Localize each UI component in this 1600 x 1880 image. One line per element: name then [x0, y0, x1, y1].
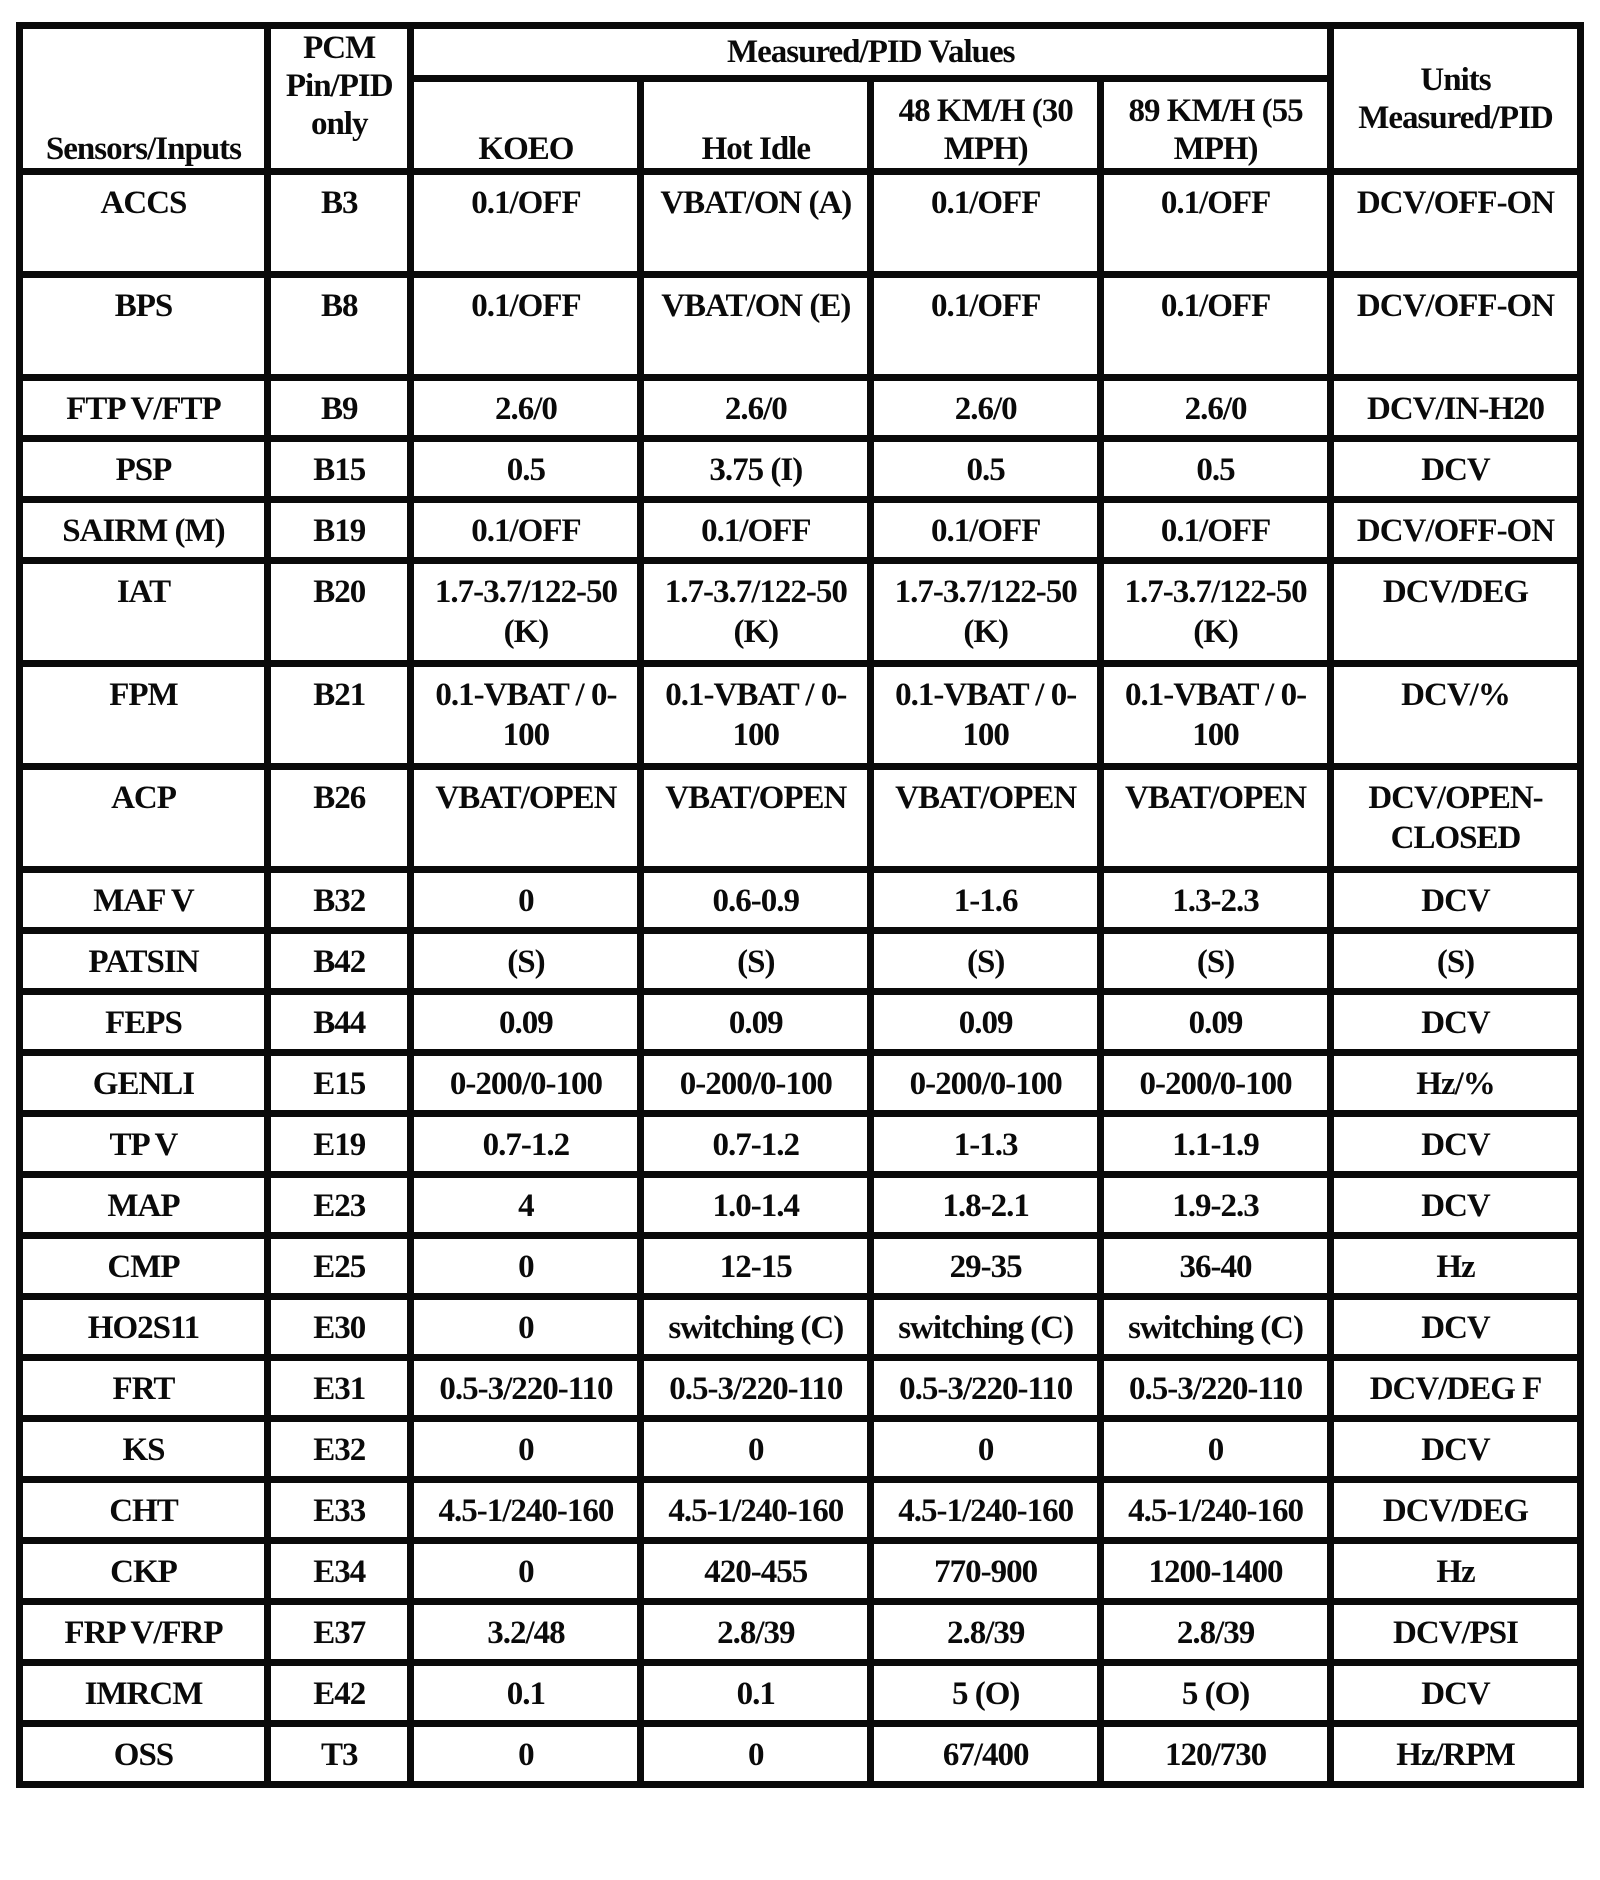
cell-koeo: 0	[414, 1300, 637, 1354]
cell-koeo: 0-200/0-100	[414, 1056, 637, 1110]
table-row	[23, 564, 1577, 660]
cell-hot-idle: switching (C)	[644, 1300, 867, 1354]
table-row	[23, 1239, 1577, 1293]
pid-reference-sheet	[16, 22, 1584, 1788]
cell-48-kmh: 2.6/0	[874, 381, 1097, 435]
cell-sensor: CMP	[23, 1239, 264, 1293]
cell-units: DCV/OPEN-CLOSED	[1334, 770, 1577, 866]
cell-hot-idle: 0.5-3/220-110	[644, 1361, 867, 1415]
cell-48-kmh: 1-1.3	[874, 1117, 1097, 1171]
cell-89-kmh: 0.1-VBAT / 0-100	[1104, 667, 1327, 763]
cell-pin: B9	[271, 381, 408, 435]
cell-hot-idle: (S)	[644, 934, 867, 988]
cell-hot-idle: VBAT/ON (E)	[644, 278, 867, 374]
table-row	[23, 442, 1577, 496]
header-units	[1334, 29, 1577, 168]
cell-89-kmh: 2.8/39	[1104, 1605, 1327, 1659]
cell-units: DCV	[1334, 1422, 1577, 1476]
cell-48-kmh: 0.1/OFF	[874, 503, 1097, 557]
cell-hot-idle: VBAT/OPEN	[644, 770, 867, 866]
cell-sensor: KS	[23, 1422, 264, 1476]
cell-sensor: FRP V/FRP	[23, 1605, 264, 1659]
cell-sensor: BPS	[23, 278, 264, 374]
cell-units: DCV/%	[1334, 667, 1577, 763]
cell-koeo: 0.1/OFF	[414, 278, 637, 374]
cell-pin: E15	[271, 1056, 408, 1110]
header-row-top	[23, 29, 1577, 75]
cell-units: DCV/OFF-ON	[1334, 175, 1577, 271]
cell-hot-idle: 12-15	[644, 1239, 867, 1293]
cell-hot-idle: 2.8/39	[644, 1605, 867, 1659]
cell-89-kmh: 0.1/OFF	[1104, 175, 1327, 271]
cell-hot-idle: 4.5-1/240-160	[644, 1483, 867, 1537]
header-sensors-inputs: Sensors/Inputs	[23, 29, 264, 168]
cell-pin: B26	[271, 770, 408, 866]
cell-pin: T3	[271, 1727, 408, 1781]
cell-hot-idle: 0.1/OFF	[644, 503, 867, 557]
table-row	[23, 1666, 1577, 1720]
cell-koeo: (S)	[414, 934, 637, 988]
cell-koeo: 0	[414, 1239, 637, 1293]
cell-units: Hz	[1334, 1544, 1577, 1598]
cell-sensor: CKP	[23, 1544, 264, 1598]
cell-koeo: 3.2/48	[414, 1605, 637, 1659]
table-body	[23, 175, 1577, 1781]
table-row	[23, 1056, 1577, 1110]
header-pcm-pin-line2: Pin/PID	[285, 68, 393, 104]
cell-koeo: 0.1-VBAT / 0-100	[414, 667, 637, 763]
cell-48-kmh: switching (C)	[874, 1300, 1097, 1354]
cell-48-kmh: 0.09	[874, 995, 1097, 1049]
cell-48-kmh: 0.5-3/220-110	[874, 1361, 1097, 1415]
pid-values-table	[16, 22, 1584, 1788]
cell-koeo: 0	[414, 1544, 637, 1598]
cell-units: DCV/DEG F	[1334, 1361, 1577, 1415]
cell-units: DCV/PSI	[1334, 1605, 1577, 1659]
cell-sensor: ACP	[23, 770, 264, 866]
header-units-line1: Units	[1420, 61, 1491, 98]
cell-pin: B3	[271, 175, 408, 271]
cell-89-kmh: VBAT/OPEN	[1104, 770, 1327, 866]
table-row	[23, 1117, 1577, 1171]
cell-pin: E42	[271, 1666, 408, 1720]
cell-89-kmh: 0	[1104, 1422, 1327, 1476]
table-row	[23, 503, 1577, 557]
cell-89-kmh: 4.5-1/240-160	[1104, 1483, 1327, 1537]
cell-pin: E33	[271, 1483, 408, 1537]
cell-koeo: 0	[414, 1422, 637, 1476]
header-measured-pid-values: Measured/PID Values	[414, 29, 1327, 75]
cell-hot-idle: 3.75 (I)	[644, 442, 867, 496]
cell-pin: E30	[271, 1300, 408, 1354]
cell-89-kmh: 5 (O)	[1104, 1666, 1327, 1720]
cell-koeo: 0.1/OFF	[414, 175, 637, 271]
table-row	[23, 770, 1577, 866]
cell-sensor: HO2S11	[23, 1300, 264, 1354]
cell-89-kmh: 0.1/OFF	[1104, 278, 1327, 374]
cell-hot-idle: 2.6/0	[644, 381, 867, 435]
cell-48-kmh: 0.1/OFF	[874, 175, 1097, 271]
cell-pin: E37	[271, 1605, 408, 1659]
cell-koeo: 2.6/0	[414, 381, 637, 435]
cell-units: (S)	[1334, 934, 1577, 988]
cell-hot-idle: 420-455	[644, 1544, 867, 1598]
cell-hot-idle: 1.7-3.7/122-50 (K)	[644, 564, 867, 660]
cell-hot-idle: 0.09	[644, 995, 867, 1049]
cell-48-kmh: (S)	[874, 934, 1097, 988]
cell-sensor: SAIRM (M)	[23, 503, 264, 557]
cell-units: Hz	[1334, 1239, 1577, 1293]
cell-48-kmh: 5 (O)	[874, 1666, 1097, 1720]
cell-89-kmh: switching (C)	[1104, 1300, 1327, 1354]
cell-units: Hz/RPM	[1334, 1727, 1577, 1781]
table-row	[23, 667, 1577, 763]
cell-89-kmh: 1.1-1.9	[1104, 1117, 1327, 1171]
cell-koeo: 0.5-3/220-110	[414, 1361, 637, 1415]
cell-sensor: TP V	[23, 1117, 264, 1171]
cell-48-kmh: 2.8/39	[874, 1605, 1097, 1659]
cell-pin: B21	[271, 667, 408, 763]
header-89-kmh: 89 KM/H (55 MPH)	[1104, 82, 1327, 168]
cell-units: DCV	[1334, 1178, 1577, 1232]
table-row	[23, 995, 1577, 1049]
cell-koeo: 4.5-1/240-160	[414, 1483, 637, 1537]
table-row	[23, 1727, 1577, 1781]
cell-units: DCV	[1334, 873, 1577, 927]
cell-48-kmh: 67/400	[874, 1727, 1097, 1781]
cell-koeo: 0.1/OFF	[414, 503, 637, 557]
header-pcm-pin-line1: PCM	[303, 30, 376, 66]
cell-pin: E19	[271, 1117, 408, 1171]
cell-hot-idle: 0	[644, 1727, 867, 1781]
cell-units: DCV	[1334, 442, 1577, 496]
cell-48-kmh: 0	[874, 1422, 1097, 1476]
table-row	[23, 873, 1577, 927]
cell-sensor: MAF V	[23, 873, 264, 927]
table-row	[23, 381, 1577, 435]
cell-koeo: 0	[414, 1727, 637, 1781]
cell-units: DCV	[1334, 1117, 1577, 1171]
cell-sensor: MAP	[23, 1178, 264, 1232]
cell-89-kmh: 1.9-2.3	[1104, 1178, 1327, 1232]
cell-sensor: IAT	[23, 564, 264, 660]
cell-pin: E31	[271, 1361, 408, 1415]
header-hot-idle: Hot Idle	[644, 82, 867, 168]
cell-89-kmh: (S)	[1104, 934, 1327, 988]
cell-pin: E34	[271, 1544, 408, 1598]
cell-units: DCV	[1334, 1666, 1577, 1720]
cell-sensor: FRT	[23, 1361, 264, 1415]
cell-pin: B15	[271, 442, 408, 496]
cell-sensor: OSS	[23, 1727, 264, 1781]
header-48-kmh: 48 KM/H (30 MPH)	[874, 82, 1097, 168]
cell-48-kmh: 1.7-3.7/122-50 (K)	[874, 564, 1097, 660]
cell-48-kmh: 4.5-1/240-160	[874, 1483, 1097, 1537]
cell-sensor: CHT	[23, 1483, 264, 1537]
cell-sensor: IMRCM	[23, 1666, 264, 1720]
cell-units: DCV/OFF-ON	[1334, 503, 1577, 557]
cell-89-kmh: 0.5	[1104, 442, 1327, 496]
table-row	[23, 175, 1577, 271]
header-units-line2: Measured/PID	[1358, 99, 1553, 136]
cell-sensor: FTP V/FTP	[23, 381, 264, 435]
cell-units: DCV	[1334, 995, 1577, 1049]
cell-koeo: VBAT/OPEN	[414, 770, 637, 866]
cell-sensor: FPM	[23, 667, 264, 763]
cell-koeo: 0.7-1.2	[414, 1117, 637, 1171]
cell-pin: E32	[271, 1422, 408, 1476]
cell-48-kmh: 770-900	[874, 1544, 1097, 1598]
cell-koeo: 0.1	[414, 1666, 637, 1720]
cell-units: DCV/IN-H20	[1334, 381, 1577, 435]
cell-48-kmh: 29-35	[874, 1239, 1097, 1293]
cell-units: DCV	[1334, 1300, 1577, 1354]
cell-pin: E23	[271, 1178, 408, 1232]
cell-48-kmh: 0.1-VBAT / 0-100	[874, 667, 1097, 763]
table-row	[23, 278, 1577, 374]
cell-89-kmh: 1.3-2.3	[1104, 873, 1327, 927]
cell-sensor: PSP	[23, 442, 264, 496]
cell-koeo: 4	[414, 1178, 637, 1232]
cell-89-kmh: 36-40	[1104, 1239, 1327, 1293]
cell-89-kmh: 1200-1400	[1104, 1544, 1327, 1598]
cell-sensor: PATSIN	[23, 934, 264, 988]
table-row	[23, 1422, 1577, 1476]
cell-48-kmh: 1-1.6	[874, 873, 1097, 927]
cell-koeo: 0.09	[414, 995, 637, 1049]
cell-89-kmh: 120/730	[1104, 1727, 1327, 1781]
cell-hot-idle: 1.0-1.4	[644, 1178, 867, 1232]
cell-pin: B32	[271, 873, 408, 927]
cell-units: Hz/%	[1334, 1056, 1577, 1110]
cell-pin: B44	[271, 995, 408, 1049]
cell-hot-idle: VBAT/ON (A)	[644, 175, 867, 271]
cell-89-kmh: 0.5-3/220-110	[1104, 1361, 1327, 1415]
cell-89-kmh: 1.7-3.7/122-50 (K)	[1104, 564, 1327, 660]
cell-sensor: ACCS	[23, 175, 264, 271]
header-koeo: KOEO	[414, 82, 637, 168]
cell-hot-idle: 0.7-1.2	[644, 1117, 867, 1171]
cell-48-kmh: 1.8-2.1	[874, 1178, 1097, 1232]
cell-hot-idle: 0-200/0-100	[644, 1056, 867, 1110]
cell-48-kmh: VBAT/OPEN	[874, 770, 1097, 866]
cell-sensor: FEPS	[23, 995, 264, 1049]
cell-pin: B8	[271, 278, 408, 374]
cell-pin: B42	[271, 934, 408, 988]
table-row	[23, 1300, 1577, 1354]
cell-koeo: 0.5	[414, 442, 637, 496]
table-row	[23, 1361, 1577, 1415]
cell-koeo: 0	[414, 873, 637, 927]
cell-sensor: GENLI	[23, 1056, 264, 1110]
cell-pin: B19	[271, 503, 408, 557]
cell-hot-idle: 0.1-VBAT / 0-100	[644, 667, 867, 763]
cell-pin: B20	[271, 564, 408, 660]
cell-48-kmh: 0.1/OFF	[874, 278, 1097, 374]
cell-units: DCV/OFF-ON	[1334, 278, 1577, 374]
cell-hot-idle: 0.6-0.9	[644, 873, 867, 927]
cell-hot-idle: 0	[644, 1422, 867, 1476]
cell-48-kmh: 0-200/0-100	[874, 1056, 1097, 1110]
cell-89-kmh: 2.6/0	[1104, 381, 1327, 435]
cell-koeo: 1.7-3.7/122-50 (K)	[414, 564, 637, 660]
cell-hot-idle: 0.1	[644, 1666, 867, 1720]
table-row	[23, 1178, 1577, 1232]
cell-48-kmh: 0.5	[874, 442, 1097, 496]
table-row	[23, 934, 1577, 988]
cell-pin: E25	[271, 1239, 408, 1293]
cell-89-kmh: 0.09	[1104, 995, 1327, 1049]
header-pcm-pin	[271, 29, 408, 168]
cell-units: DCV/DEG	[1334, 564, 1577, 660]
table-row	[23, 1483, 1577, 1537]
cell-89-kmh: 0-200/0-100	[1104, 1056, 1327, 1110]
header-pcm-pin-line3: only	[310, 106, 368, 142]
table-row	[23, 1544, 1577, 1598]
cell-89-kmh: 0.1/OFF	[1104, 503, 1327, 557]
cell-units: DCV/DEG	[1334, 1483, 1577, 1537]
table-row	[23, 1605, 1577, 1659]
